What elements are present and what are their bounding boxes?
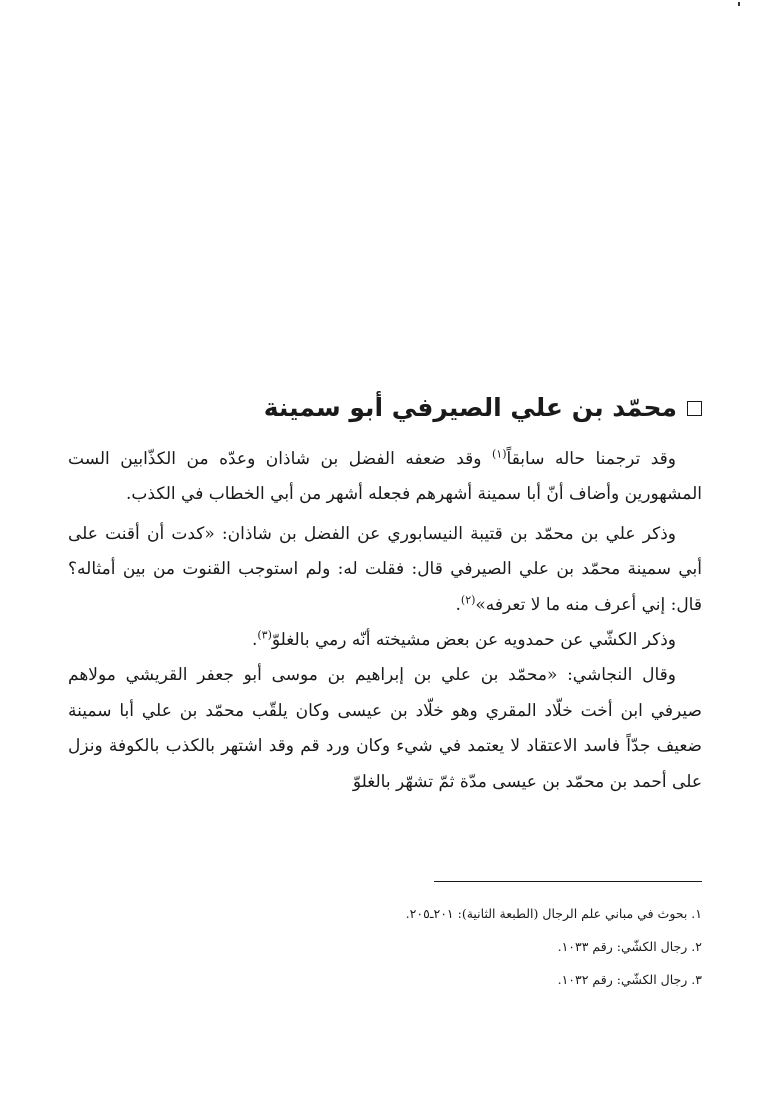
paragraph-text: .	[251, 630, 258, 651]
scan-mark	[738, 2, 740, 6]
paragraph-text: وقد ترجمنا حاله سابقاً	[506, 449, 677, 469]
paragraph-text: وذكر الكشّي عن حمدويه عن بعض مشيخته أنّه رمي بالغلوّ	[271, 630, 676, 651]
main-text	[68, 442, 702, 800]
paragraph-text: وذكر علي بن محمّد بن قتيبة النيسابوري عن الفضل بن شاذان: «كدت أن أقنت على أبي سمينة محمّد بن علي الصيرفي قال: فقلت له: ولم استوجب القنوت من بين أمثاله؟ قال: إني أعرف منه ما لا تعرفه»	[68, 523, 702, 615]
paragraph-text: وقال النجاشي: «محمّد بن علي بن إبراهيم بن موسى أبو جعفر القريشي مولاهم صيرفي ابن أخت خلّاد المقري وهو خلّاد بن عيسى وكان يلقّب محمّد بن علي أبا سمينة ضعيف جدّاً فاسد الاعتقاد لا يعتمد في شيء وكان ورد قم وقد اشتهر بالكذب بالكوفة ونزل على أحمد بن محمّد بن عيسى مدّة ثمّ تشهّر بالغلوّ	[68, 665, 702, 792]
paragraph	[68, 442, 702, 513]
footnote-item: ١. بحوث في مباني علم الرجال (الطبعة الثانية): ٢٠١ـ٢٠٥.	[405, 906, 702, 921]
heading-title: محمّد بن علي الصيرفي أبو سمينة	[263, 393, 677, 422]
footnotes	[70, 897, 702, 996]
footnote-ref[interactable]: (٣)	[257, 628, 272, 642]
paragraph	[68, 658, 702, 800]
square-bullet-icon	[687, 401, 702, 416]
section-heading	[70, 388, 702, 428]
paragraph-text: .	[455, 594, 461, 615]
footnote-item: ٣. رجال الكشّي: رقم ١٠٣٢.	[557, 972, 702, 987]
footnote-divider	[434, 881, 702, 882]
paragraph	[68, 517, 702, 623]
footnote-item: ٢. رجال الكشّي: رقم ١٠٣٣.	[557, 939, 702, 954]
paragraph	[68, 623, 702, 658]
footnote-ref[interactable]: (٢)	[460, 592, 476, 606]
footnote-ref[interactable]: (١)	[492, 447, 507, 461]
paragraph-text: وقد ضعفه الفضل بن شاذان وعدّه من الكذّابين الست المشهورين وأضاف أنّ أبا سمينة أشهرهم فجعله أشهر من أبي الخطاب في الكذب.	[68, 449, 702, 505]
